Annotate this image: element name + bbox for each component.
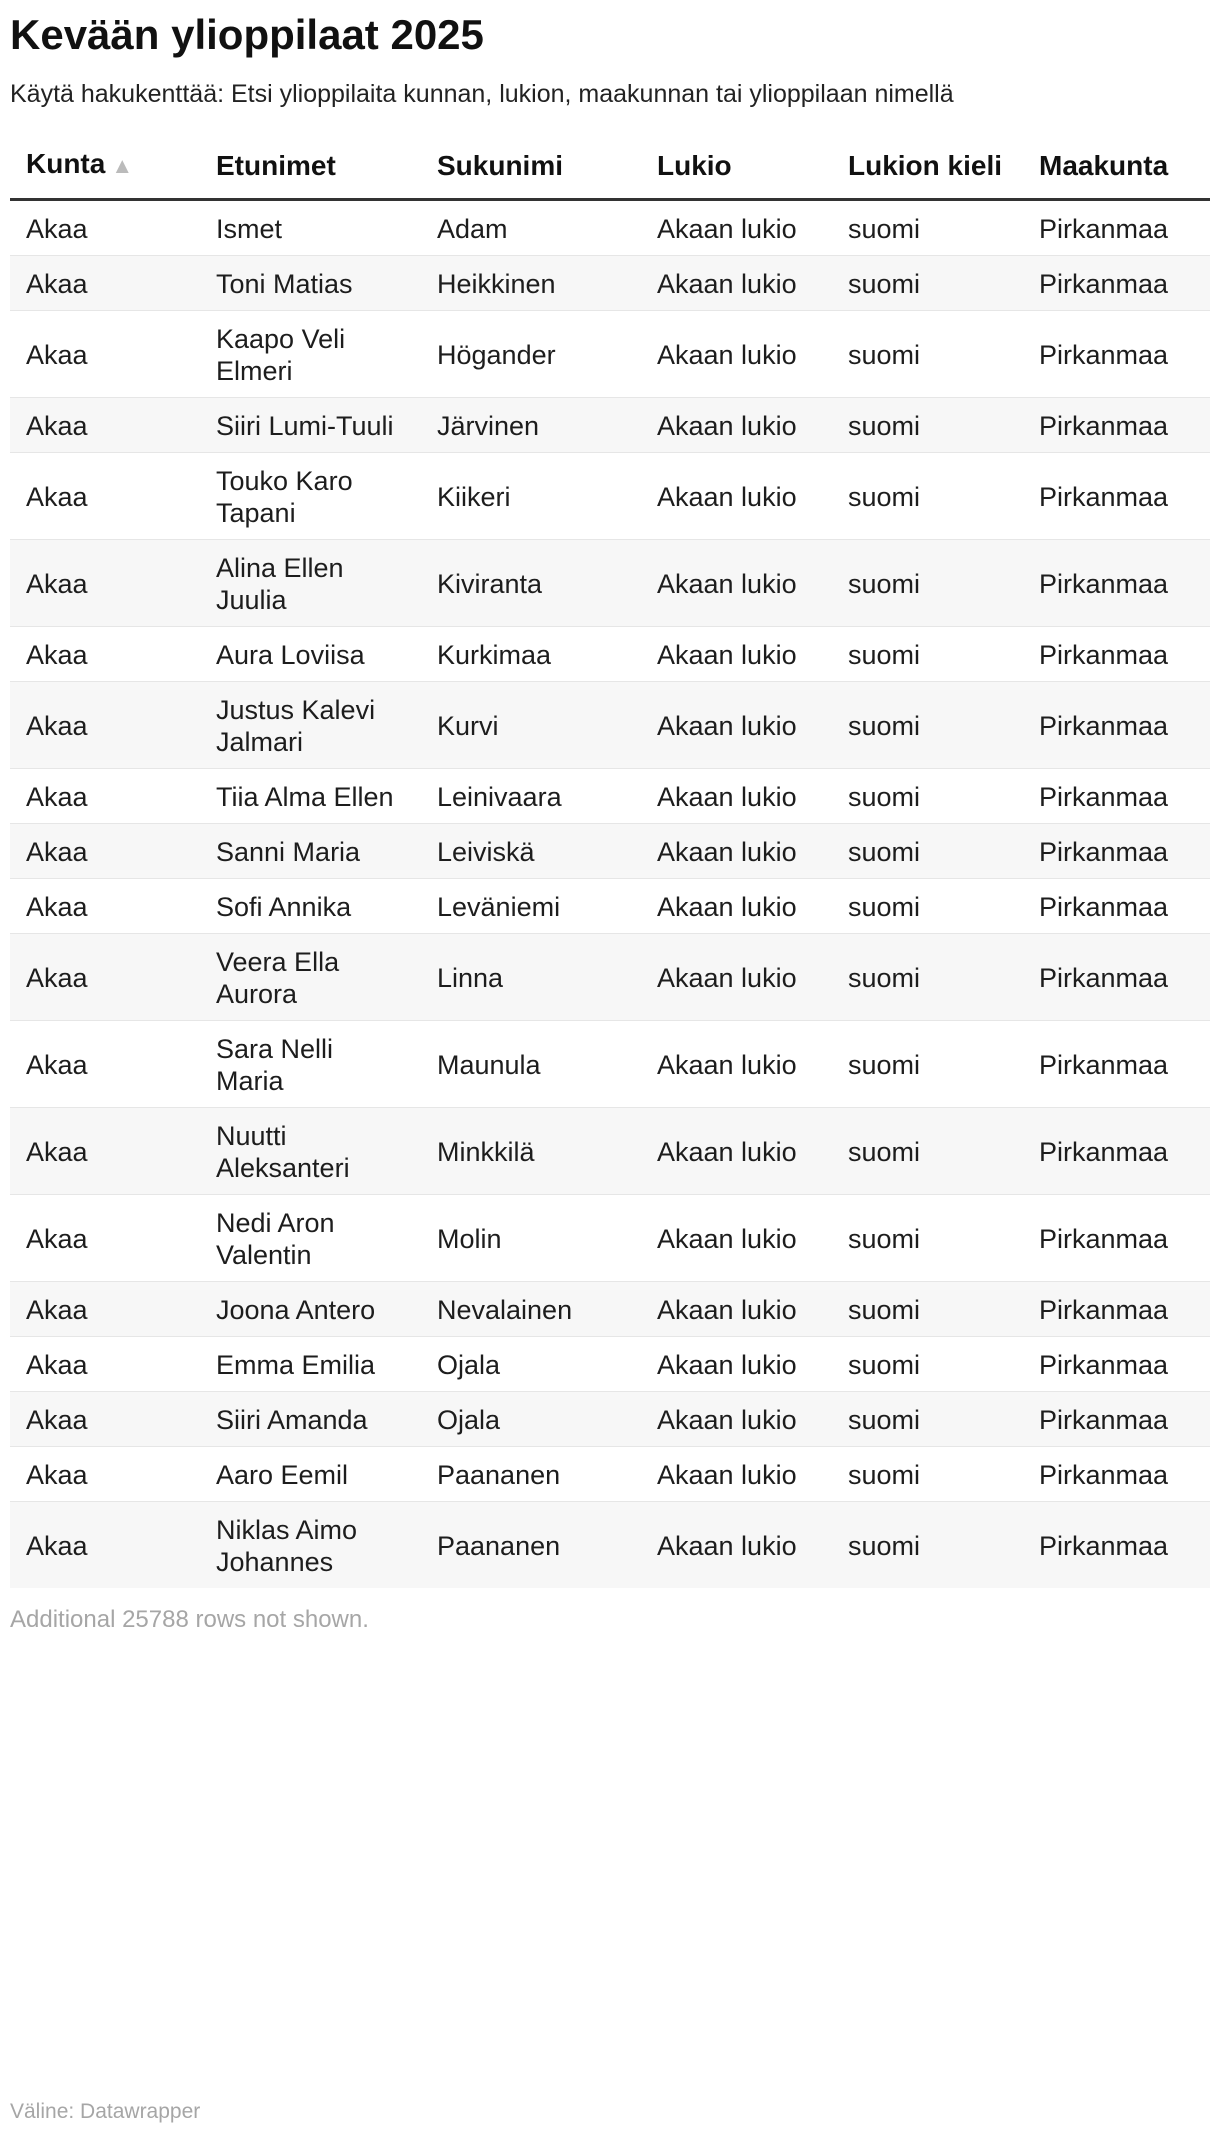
cell-maakunta: Pirkanmaa <box>1039 963 1169 993</box>
cell-lukio: Akaan lukio <box>657 214 797 244</box>
cell-etunimet: Kaapo Veli Elmeri <box>216 324 346 386</box>
cell-kieli: suomi <box>848 269 921 299</box>
cell-lukio: Akaan lukio <box>657 411 797 441</box>
table-row <box>10 1108 1210 1195</box>
cell-maakunta: Pirkanmaa <box>1039 214 1169 244</box>
table-row <box>10 540 1210 627</box>
cell-kunta: Akaa <box>26 1224 88 1254</box>
cell-etunimet: Veera Ella Aurora <box>216 947 340 1009</box>
table-row <box>10 311 1210 398</box>
table-row <box>10 1195 1210 1282</box>
cell-sukunimi: Kiviranta <box>437 569 543 599</box>
column-header-label: Etunimet <box>216 150 336 181</box>
cell-etunimet: Siiri Lumi-Tuuli <box>216 411 394 441</box>
table-notes: Additional 25788 rows not shown. <box>10 1606 369 1633</box>
cell-sukunimi: Nevalainen <box>437 1295 573 1325</box>
column-header-maakunta[interactable] <box>1023 148 1210 200</box>
cell-maakunta: Pirkanmaa <box>1039 711 1169 741</box>
cell-kieli: suomi <box>848 214 921 244</box>
cell-sukunimi: Högander <box>437 340 556 370</box>
table-row <box>10 256 1210 311</box>
table-body <box>10 200 1210 1589</box>
cell-kieli: suomi <box>848 340 921 370</box>
cell-lukio: Akaan lukio <box>657 1050 797 1080</box>
table-row <box>10 1392 1210 1447</box>
cell-sukunimi: Molin <box>437 1224 502 1254</box>
cell-kieli: suomi <box>848 892 921 922</box>
cell-kieli: suomi <box>848 1295 921 1325</box>
cell-maakunta: Pirkanmaa <box>1039 1405 1169 1435</box>
cell-kunta: Akaa <box>26 411 88 441</box>
cell-kunta: Akaa <box>26 1405 88 1435</box>
cell-kunta: Akaa <box>26 340 88 370</box>
cell-lukio: Akaan lukio <box>657 269 797 299</box>
cell-etunimet: Aura Loviisa <box>216 640 365 670</box>
cell-kieli: suomi <box>848 837 921 867</box>
table-row <box>10 1282 1210 1337</box>
page-title: Kevään ylioppilaat 2025 <box>10 11 484 58</box>
cell-kunta: Akaa <box>26 837 88 867</box>
cell-sukunimi: Ojala <box>437 1350 501 1380</box>
cell-maakunta: Pirkanmaa <box>1039 1050 1169 1080</box>
cell-sukunimi: Järvinen <box>437 411 540 441</box>
cell-maakunta: Pirkanmaa <box>1039 1224 1169 1254</box>
cell-lukio: Akaan lukio <box>657 711 797 741</box>
cell-maakunta: Pirkanmaa <box>1039 269 1169 299</box>
cell-kunta: Akaa <box>26 1137 88 1167</box>
cell-kunta: Akaa <box>26 214 88 244</box>
cell-etunimet: Tiia Alma Ellen <box>216 782 394 812</box>
chart-container <box>10 0 1210 1634</box>
cell-etunimet: Alina Ellen Juulia <box>216 553 344 615</box>
cell-sukunimi: Adam <box>437 214 508 244</box>
cell-lukio: Akaan lukio <box>657 1460 797 1490</box>
cell-sukunimi: Linna <box>437 963 504 993</box>
cell-maakunta: Pirkanmaa <box>1039 1137 1169 1167</box>
cell-lukio: Akaan lukio <box>657 1531 797 1561</box>
column-header-sukunimi[interactable] <box>421 148 641 200</box>
cell-sukunimi: Heikkinen <box>437 269 556 299</box>
cell-etunimet: Aaro Eemil <box>216 1460 349 1490</box>
cell-etunimet: Ismet <box>216 214 283 244</box>
cell-kunta: Akaa <box>26 1531 88 1561</box>
cell-lukio: Akaan lukio <box>657 1405 797 1435</box>
cell-maakunta: Pirkanmaa <box>1039 1460 1169 1490</box>
cell-lukio: Akaan lukio <box>657 1137 797 1167</box>
column-header-label: Lukio <box>657 150 732 181</box>
cell-maakunta: Pirkanmaa <box>1039 482 1169 512</box>
cell-kieli: suomi <box>848 782 921 812</box>
cell-maakunta: Pirkanmaa <box>1039 640 1169 670</box>
cell-lukio: Akaan lukio <box>657 1224 797 1254</box>
cell-lukio: Akaan lukio <box>657 482 797 512</box>
cell-sukunimi: Paananen <box>437 1531 561 1561</box>
cell-sukunimi: Leväniemi <box>437 892 561 922</box>
cell-maakunta: Pirkanmaa <box>1039 569 1169 599</box>
cell-kieli: suomi <box>848 640 921 670</box>
cell-etunimet: Nedi Aron Valentin <box>216 1208 335 1270</box>
cell-kunta: Akaa <box>26 1460 88 1490</box>
cell-sukunimi: Paananen <box>437 1460 561 1490</box>
column-header-kieli[interactable] <box>832 148 1023 200</box>
cell-kieli: suomi <box>848 411 921 441</box>
table-row <box>10 200 1210 256</box>
cell-kunta: Akaa <box>26 1295 88 1325</box>
cell-lukio: Akaan lukio <box>657 892 797 922</box>
cell-lukio: Akaan lukio <box>657 1295 797 1325</box>
cell-lukio: Akaan lukio <box>657 837 797 867</box>
table-row <box>10 627 1210 682</box>
table-row <box>10 453 1210 540</box>
cell-kieli: suomi <box>848 963 921 993</box>
cell-maakunta: Pirkanmaa <box>1039 837 1169 867</box>
table-row <box>10 398 1210 453</box>
cell-sukunimi: Ojala <box>437 1405 501 1435</box>
cell-sukunimi: Maunula <box>437 1050 541 1080</box>
table-row <box>10 824 1210 879</box>
cell-sukunimi: Kurvi <box>437 711 499 741</box>
table-row <box>10 879 1210 934</box>
cell-lukio: Akaan lukio <box>657 963 797 993</box>
table-row <box>10 682 1210 769</box>
table-row <box>10 1021 1210 1108</box>
cell-kunta: Akaa <box>26 482 88 512</box>
column-header-label: Kunta <box>26 148 106 179</box>
cell-sukunimi: Leiviskä <box>437 837 535 867</box>
column-header-label: Lukion kieli <box>848 150 1003 181</box>
cell-kieli: suomi <box>848 1531 921 1561</box>
cell-kieli: suomi <box>848 482 921 512</box>
cell-etunimet: Toni Matias <box>216 269 353 299</box>
cell-kunta: Akaa <box>26 892 88 922</box>
cell-etunimet: Sofi Annika <box>216 892 352 922</box>
cell-etunimet: Emma Emilia <box>216 1350 376 1380</box>
cell-lukio: Akaan lukio <box>657 569 797 599</box>
cell-sukunimi: Leinivaara <box>437 782 562 812</box>
cell-maakunta: Pirkanmaa <box>1039 340 1169 370</box>
table-row <box>10 934 1210 1021</box>
cell-etunimet: Siiri Amanda <box>216 1405 368 1435</box>
data-table <box>10 148 1210 1588</box>
cell-kieli: suomi <box>848 1224 921 1254</box>
cell-kunta: Akaa <box>26 1350 88 1380</box>
cell-kunta: Akaa <box>26 269 88 299</box>
table-header <box>10 148 1210 200</box>
cell-kunta: Akaa <box>26 782 88 812</box>
cell-sukunimi: Kurkimaa <box>437 640 552 670</box>
cell-kieli: suomi <box>848 1050 921 1080</box>
cell-etunimet: Nuutti Aleksanteri <box>216 1121 350 1183</box>
header-row <box>10 148 1210 200</box>
cell-kieli: suomi <box>848 569 921 599</box>
cell-etunimet: Joona Antero <box>216 1295 376 1325</box>
cell-etunimet: Justus Kalevi Jalmari <box>216 695 376 757</box>
cell-maakunta: Pirkanmaa <box>1039 1295 1169 1325</box>
cell-lukio: Akaan lukio <box>657 640 797 670</box>
cell-maakunta: Pirkanmaa <box>1039 1350 1169 1380</box>
table-row <box>10 1502 1210 1589</box>
column-header-label: Sukunimi <box>437 150 564 181</box>
cell-maakunta: Pirkanmaa <box>1039 782 1169 812</box>
column-header-kunta[interactable] <box>10 148 200 200</box>
column-header-lukio[interactable] <box>641 148 832 200</box>
cell-etunimet: Sara Nelli Maria <box>216 1034 334 1096</box>
cell-etunimet: Touko Karo Tapani <box>216 466 353 528</box>
cell-kunta: Akaa <box>26 640 88 670</box>
cell-kunta: Akaa <box>26 711 88 741</box>
cell-kunta: Akaa <box>26 569 88 599</box>
cell-etunimet: Niklas Aimo Johannes <box>216 1515 358 1577</box>
cell-lukio: Akaan lukio <box>657 1350 797 1380</box>
cell-kieli: suomi <box>848 1460 921 1490</box>
cell-kieli: suomi <box>848 1405 921 1435</box>
table-row <box>10 769 1210 824</box>
cell-lukio: Akaan lukio <box>657 782 797 812</box>
cell-kieli: suomi <box>848 1137 921 1167</box>
page-subtitle: Käytä hakukenttää: Etsi ylioppilaita kunnan, lukion, maakunnan tai ylioppilaan nimellä <box>10 80 954 108</box>
cell-kieli: suomi <box>848 1350 921 1380</box>
column-header-etunimet[interactable] <box>200 148 421 200</box>
table-row <box>10 1337 1210 1392</box>
cell-lukio: Akaan lukio <box>657 340 797 370</box>
cell-kunta: Akaa <box>26 963 88 993</box>
source-credit: Väline: Datawrapper <box>10 2100 201 2123</box>
cell-maakunta: Pirkanmaa <box>1039 1531 1169 1561</box>
cell-maakunta: Pirkanmaa <box>1039 411 1169 441</box>
sort-ascending-icon[interactable]: ▲ <box>111 153 134 178</box>
cell-maakunta: Pirkanmaa <box>1039 892 1169 922</box>
cell-kieli: suomi <box>848 711 921 741</box>
table-row <box>10 1447 1210 1502</box>
column-header-label: Maakunta <box>1039 150 1169 181</box>
cell-etunimet: Sanni Maria <box>216 837 361 867</box>
cell-kunta: Akaa <box>26 1050 88 1080</box>
cell-sukunimi: Minkkilä <box>437 1137 535 1167</box>
cell-sukunimi: Kiikeri <box>437 482 511 512</box>
